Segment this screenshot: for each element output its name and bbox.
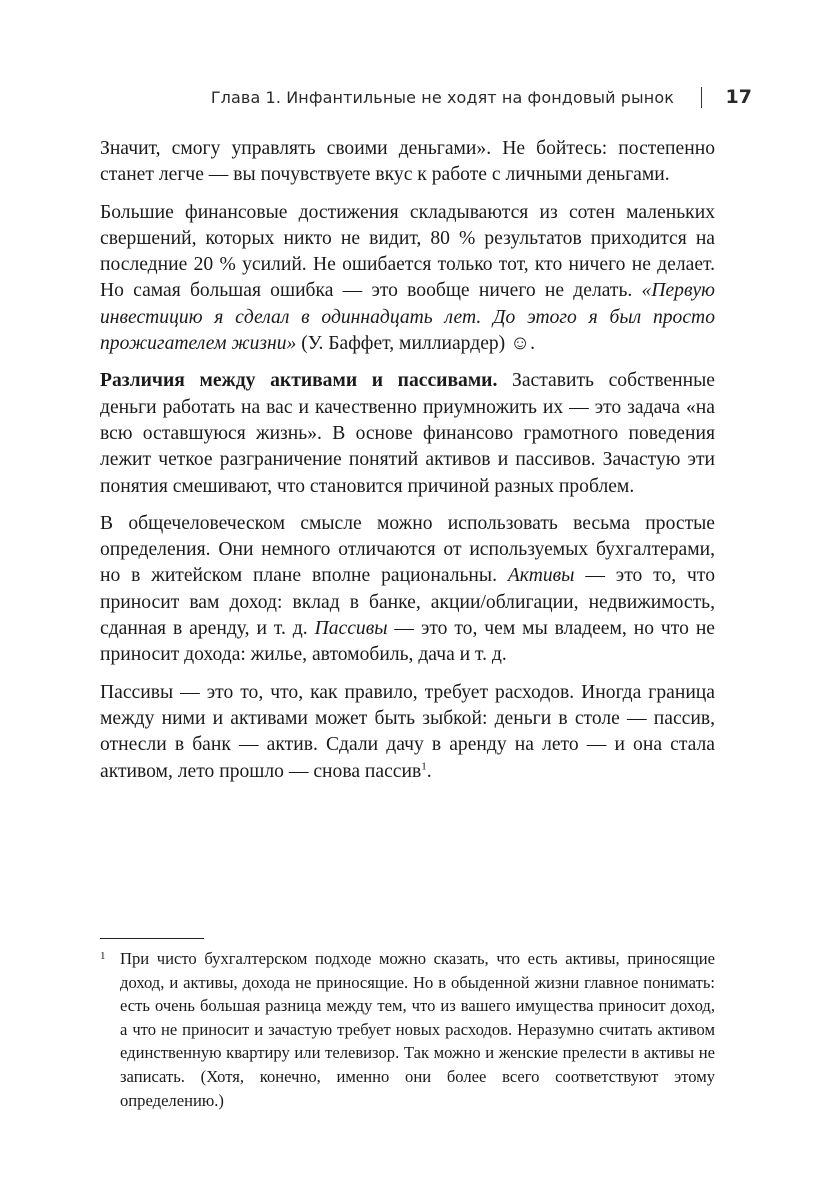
footnote-ref: 1: [421, 760, 427, 772]
paragraph-2: Большие финансовые достижения складываются из сотен маленьких свершений, которых никто не видит, 80 % результатов приходится на последние 20 % усилий. Не ошибается только тот, кто ничего не делает. Но самая большая ошибка — это вообще ничего не делать. «Первую инвестицию я сделал в одиннадцать лет. До этого я был просто прожигателем жизни» (У. Баффет, миллиардер) ☺.: [100, 201, 715, 355]
term-assets: Активы: [507, 565, 575, 587]
footnote-number: 1: [100, 950, 106, 962]
chapter-title: Глава 1. Инфантильные не ходят на фондовый рынок: [210, 88, 674, 107]
page-number: 17: [725, 86, 752, 108]
header-separator: [701, 87, 703, 108]
footnote-rule: [100, 938, 204, 939]
footnote: [100, 947, 715, 1112]
term-liabilities: Пассивы: [314, 618, 388, 640]
page-body: [100, 136, 715, 796]
buffett-quote: «Первую инвестицию я сделал в одиннадцать лет. До этого я был просто прожигателем жизни»: [100, 280, 715, 355]
paragraph-1: Значит, смогу управлять своими деньгами». Не бойтесь: постепенно станет легче — вы почувствуете вкус к работе с личными деньгами.: [100, 138, 715, 186]
running-header: [100, 86, 752, 110]
footnote-text: При чисто бухгалтерском подходе можно сказать, что есть активы, приносящие доход, и активы, дохода не приносящие. Но в обыденной жизни главное понимать: есть очень большая разница между тем, что из вашего имущества приносит доход, а что не приносит и зачастую требует новых расходов. Неразумно считать активом единственную квартиру или телевизор. Так можно и женские прелести в активы не записать. (Хотя, конечно, именно они более всего соответствуют этому определению.): [120, 949, 715, 1110]
paragraph-3: Различия между активами и пассивами. Заставить собственные деньги работать на вас и качественно приумножить их — это задача «на всю оставшуюся жизнь». В основе финансово грамотного поведения лежит четкое разграничение понятий активов и пассивов. Зачастую эти понятия смешивают, что становится причиной разных проблем.: [100, 370, 715, 497]
paragraph-4: В общечеловеческом смысле можно использовать весьма простые определения. Они немного отличаются от используемых бухгалтерами, но в житейском плане вполне рациональны. Активы — это то, что приносит вам доход: вклад в банке, акции/облигации, недвижимость, сданная в аренду, и т. д. Пассивы — это то, чем мы владеем, но что не приносит дохода: жилье, автомобиль, дача и т. д.: [100, 512, 716, 666]
paragraph-5: Пассивы — это то, что, как правило, требует расходов. Иногда граница между ними и активами может быть зыбкой: деньги в столе — пассив, отнесли в банк — актив. Сдали дачу в аренду на лето — и она стала активом, лето прошло — снова пассив$^1$.: [100, 681, 715, 782]
section-heading: Различия между активами и пассивами.: [100, 370, 498, 392]
